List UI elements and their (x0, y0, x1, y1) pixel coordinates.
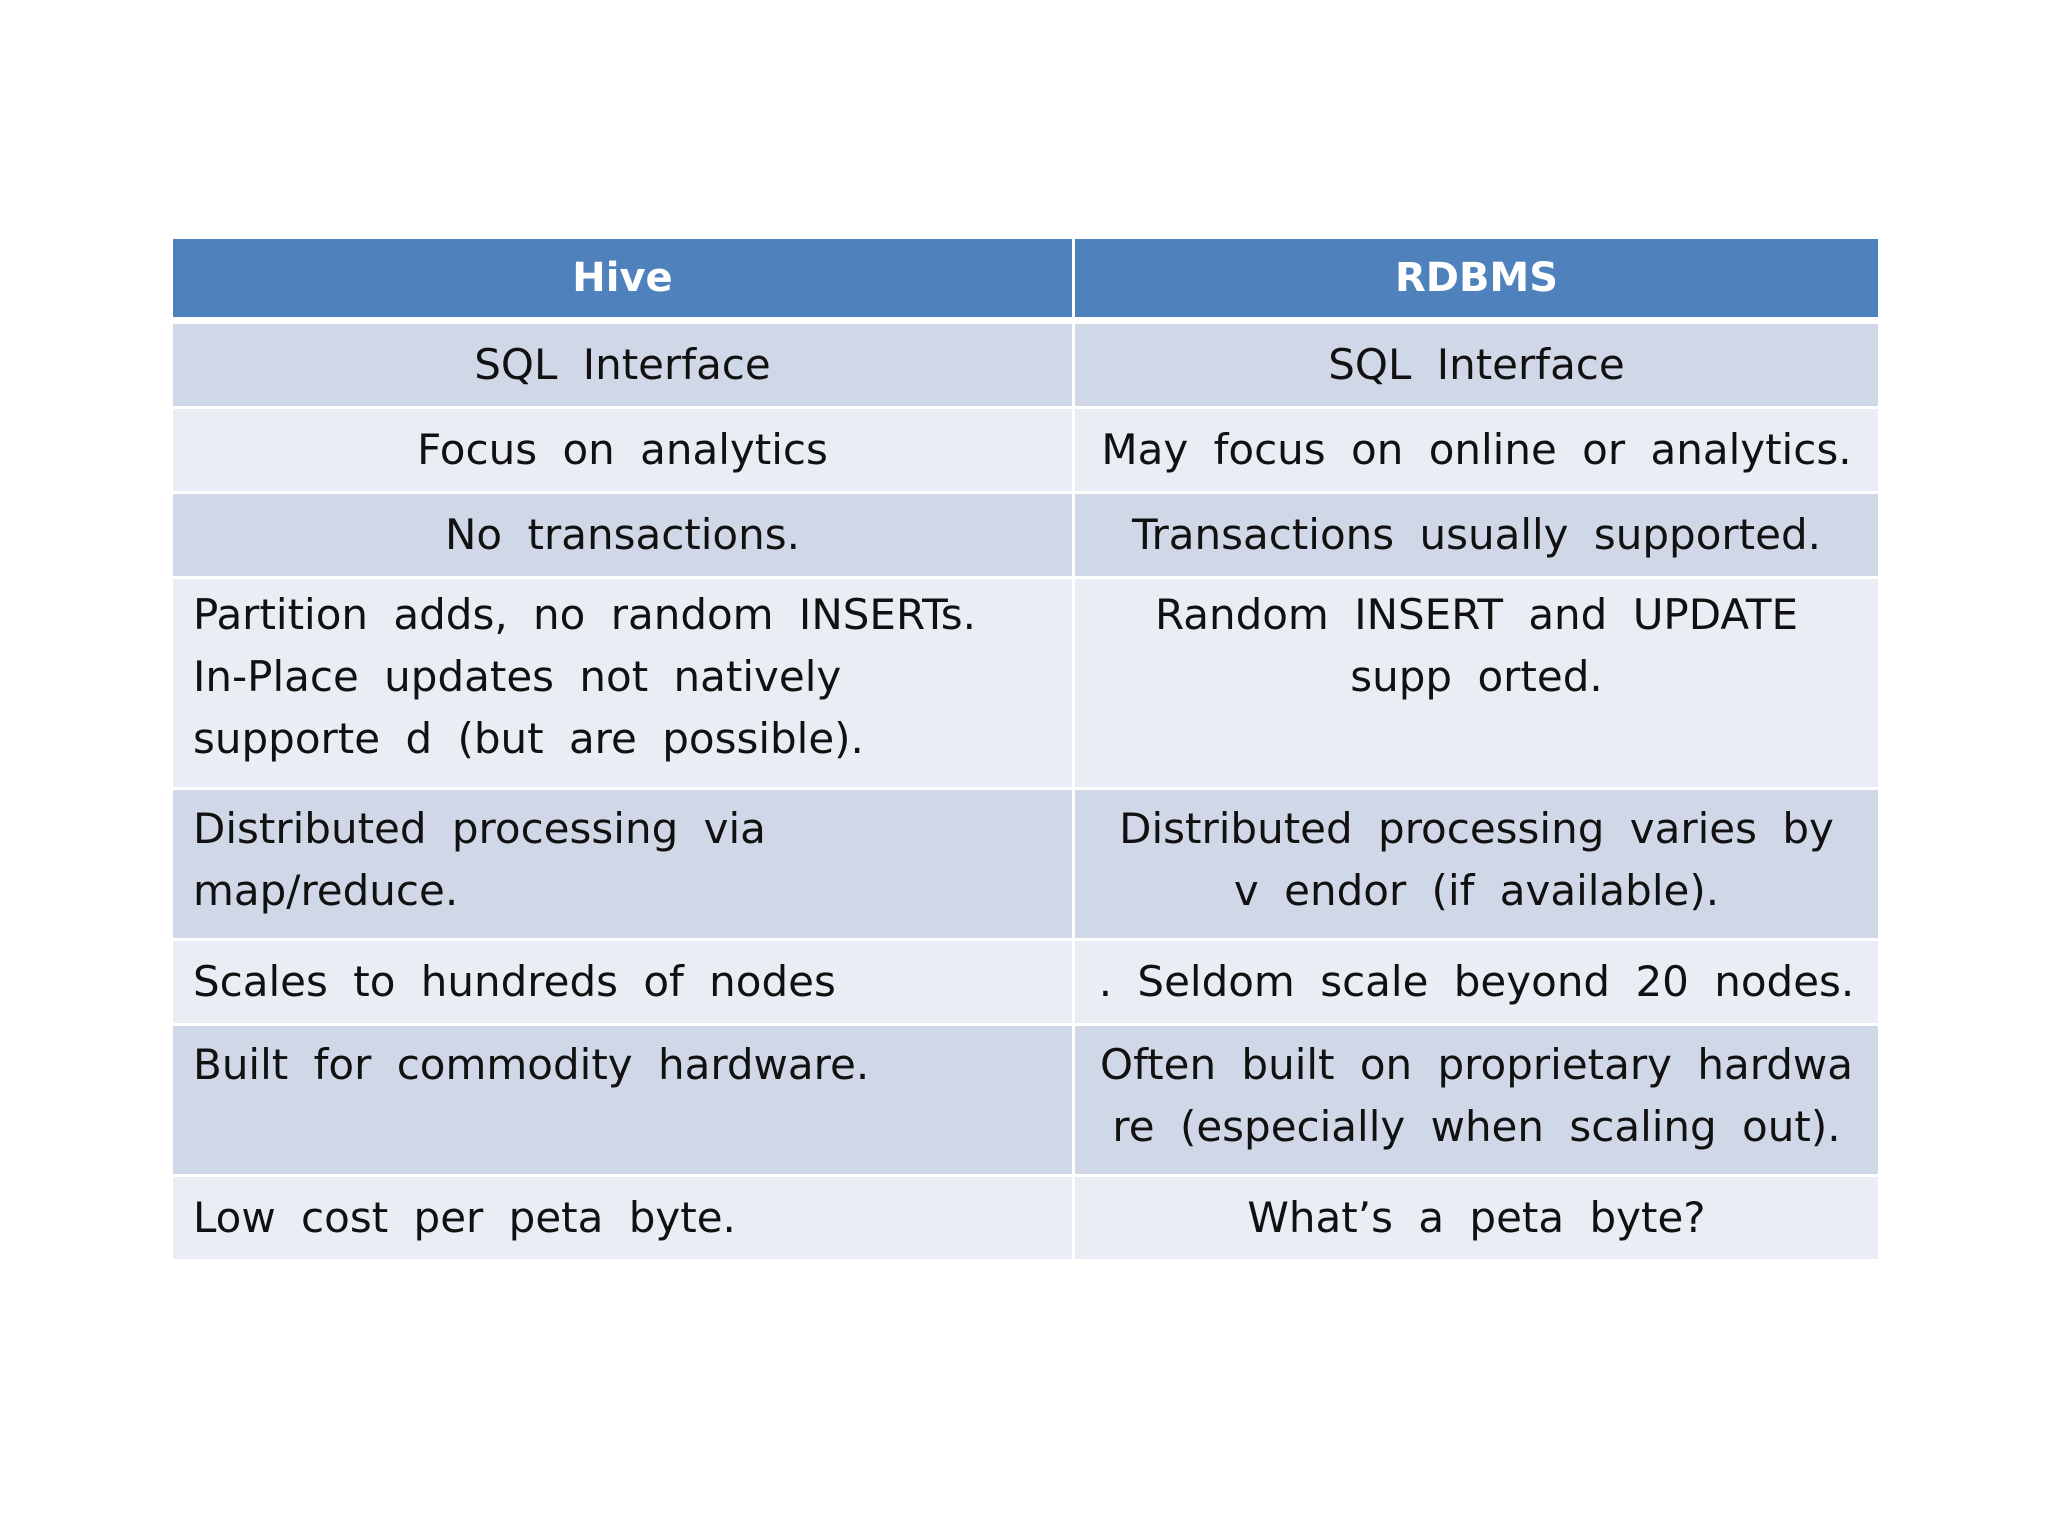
table-row (172, 578, 1880, 789)
rdbms-cell: . Seldom scale beyond 20 nodes. (1074, 940, 1880, 1025)
rdbms-cell: Often built on proprietary hardwa re (especially when scaling out). (1074, 1025, 1880, 1176)
table-row (172, 408, 1880, 493)
header-rdbms: RDBMS (1074, 238, 1880, 321)
rdbms-cell: What’s a peta byte? (1074, 1176, 1880, 1261)
hive-cell: Scales to hundreds of nodes (172, 940, 1074, 1025)
table-row (172, 1025, 1880, 1176)
hive-cell: Low cost per peta byte. (172, 1176, 1074, 1261)
hive-cell: Distributed processing via map/reduce. (172, 789, 1074, 940)
hive-cell: SQL Interface (172, 321, 1074, 408)
rdbms-cell: Random INSERT and UPDATE supp orted. (1074, 578, 1880, 789)
hive-cell: Built for commodity hardware. (172, 1025, 1074, 1176)
table-row (172, 940, 1880, 1025)
table-row (172, 321, 1880, 408)
table-row (172, 493, 1880, 578)
table-row (172, 1176, 1880, 1261)
rdbms-cell: Distributed processing varies by v endor (if available). (1074, 789, 1880, 940)
table-header-row (172, 238, 1880, 321)
rdbms-cell: Transactions usually supported. (1074, 493, 1880, 578)
rdbms-cell: May focus on online or analytics. (1074, 408, 1880, 493)
comparison-table (170, 236, 1881, 1262)
header-hive: Hive (172, 238, 1074, 321)
table-row (172, 789, 1880, 940)
hive-cell: Focus on analytics (172, 408, 1074, 493)
hive-cell: No transactions. (172, 493, 1074, 578)
rdbms-cell: SQL Interface (1074, 321, 1880, 408)
hive-cell: Partition adds, no random INSERTs. In-Place updates not natively supporte d (but are possible). (172, 578, 1074, 789)
